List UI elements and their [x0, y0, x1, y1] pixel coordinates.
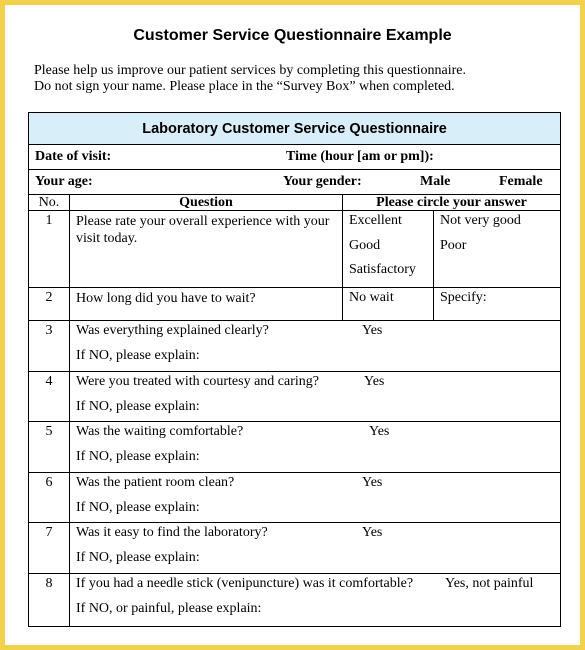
question-row-5: [29, 421, 561, 472]
question-cell: [70, 472, 561, 522]
document-page: [5, 5, 580, 645]
col-header-answer: Please circle your answer: [343, 195, 561, 211]
explain-prompt[interactable]: If NO, please explain:: [76, 448, 200, 464]
gender-female-option[interactable]: Female: [499, 174, 543, 189]
question-number: 1: [29, 211, 70, 288]
answer-option-yes[interactable]: Yes: [362, 322, 383, 338]
gender-male-option[interactable]: Male: [420, 174, 451, 189]
col-header-no: No.: [29, 195, 70, 211]
question-row-4: [29, 371, 561, 421]
question-number: 6: [29, 472, 70, 522]
answer-option-yes-not-painful[interactable]: Yes, not painful: [445, 575, 534, 591]
question-row-8: [29, 573, 561, 626]
question-number: 5: [29, 421, 70, 472]
question-text: How long did you have to wait?: [70, 287, 343, 320]
document-title: Customer Service Questionnaire Example: [133, 27, 452, 44]
question-text: If you had a needle stick (venipuncture) was it comfortable?: [76, 575, 414, 591]
question-number: 7: [29, 522, 70, 573]
question-text: Please rate your overall experience with your visit today.: [70, 211, 343, 288]
answer-options-left: [343, 211, 434, 288]
date-of-visit-label: Date of visit:: [35, 149, 112, 164]
questionnaire-table: [28, 112, 561, 627]
explain-prompt[interactable]: If NO, please explain:: [76, 398, 200, 414]
intro-line-1: Please help us improve our patient services by completing this questionnaire.: [34, 63, 466, 78]
visit-info-row: [29, 145, 561, 170]
question-cell: [70, 522, 561, 573]
col-header-question: Question: [70, 195, 343, 211]
question-number: 4: [29, 371, 70, 421]
question-row-6: [29, 472, 561, 522]
question-text: Was everything explained clearly?: [76, 322, 269, 338]
answer-option-no-wait[interactable]: No wait: [343, 287, 434, 320]
question-row-1: [29, 211, 561, 288]
question-row-7: [29, 522, 561, 573]
age-label: Your age:: [35, 174, 93, 189]
question-row-3: [29, 320, 561, 371]
question-cell: [70, 320, 561, 371]
explain-prompt[interactable]: If NO, or painful, please explain:: [76, 600, 262, 616]
answer-option-poor[interactable]: Poor: [440, 237, 467, 253]
explain-prompt[interactable]: If NO, please explain:: [76, 347, 200, 363]
answer-option-yes[interactable]: Yes: [364, 373, 385, 389]
question-number: 8: [29, 573, 70, 626]
question-number: 3: [29, 320, 70, 371]
answer-specify-field[interactable]: Specify:: [434, 287, 561, 320]
answer-option-not-very-good[interactable]: Not very good: [440, 213, 521, 228]
answer-option-yes[interactable]: Yes: [362, 524, 383, 540]
explain-prompt[interactable]: If NO, please explain:: [76, 549, 200, 565]
question-cell: [70, 573, 561, 626]
question-text: Was the waiting comfortable?: [76, 423, 244, 439]
explain-prompt[interactable]: If NO, please explain:: [76, 499, 200, 515]
question-cell: [70, 421, 561, 472]
intro-line-2: Do not sign your name. Please place in the “Survey Box” when completed.: [34, 79, 455, 94]
question-text: Were you treated with courtesy and caring?: [76, 373, 319, 389]
gender-label: Your gender:: [283, 174, 362, 189]
time-label: Time (hour [am or pm]):: [286, 149, 434, 164]
demographics-row: [29, 170, 561, 195]
answer-option-yes[interactable]: Yes: [369, 423, 390, 439]
answer-options-right: [434, 211, 561, 288]
question-text: Was the patient room clean?: [76, 474, 235, 490]
question-text: Was it easy to find the laboratory?: [76, 524, 268, 540]
answer-option-excellent[interactable]: Excellent: [349, 213, 402, 228]
column-header-row: [29, 195, 561, 211]
form-header: Laboratory Customer Service Questionnaire: [29, 113, 561, 145]
answer-option-good[interactable]: Good: [349, 237, 381, 253]
question-cell: [70, 371, 561, 421]
question-row-2: [29, 287, 561, 320]
answer-option-satisfactory[interactable]: Satisfactory: [349, 262, 416, 277]
answer-option-yes[interactable]: Yes: [362, 474, 383, 490]
question-number: 2: [29, 287, 70, 320]
